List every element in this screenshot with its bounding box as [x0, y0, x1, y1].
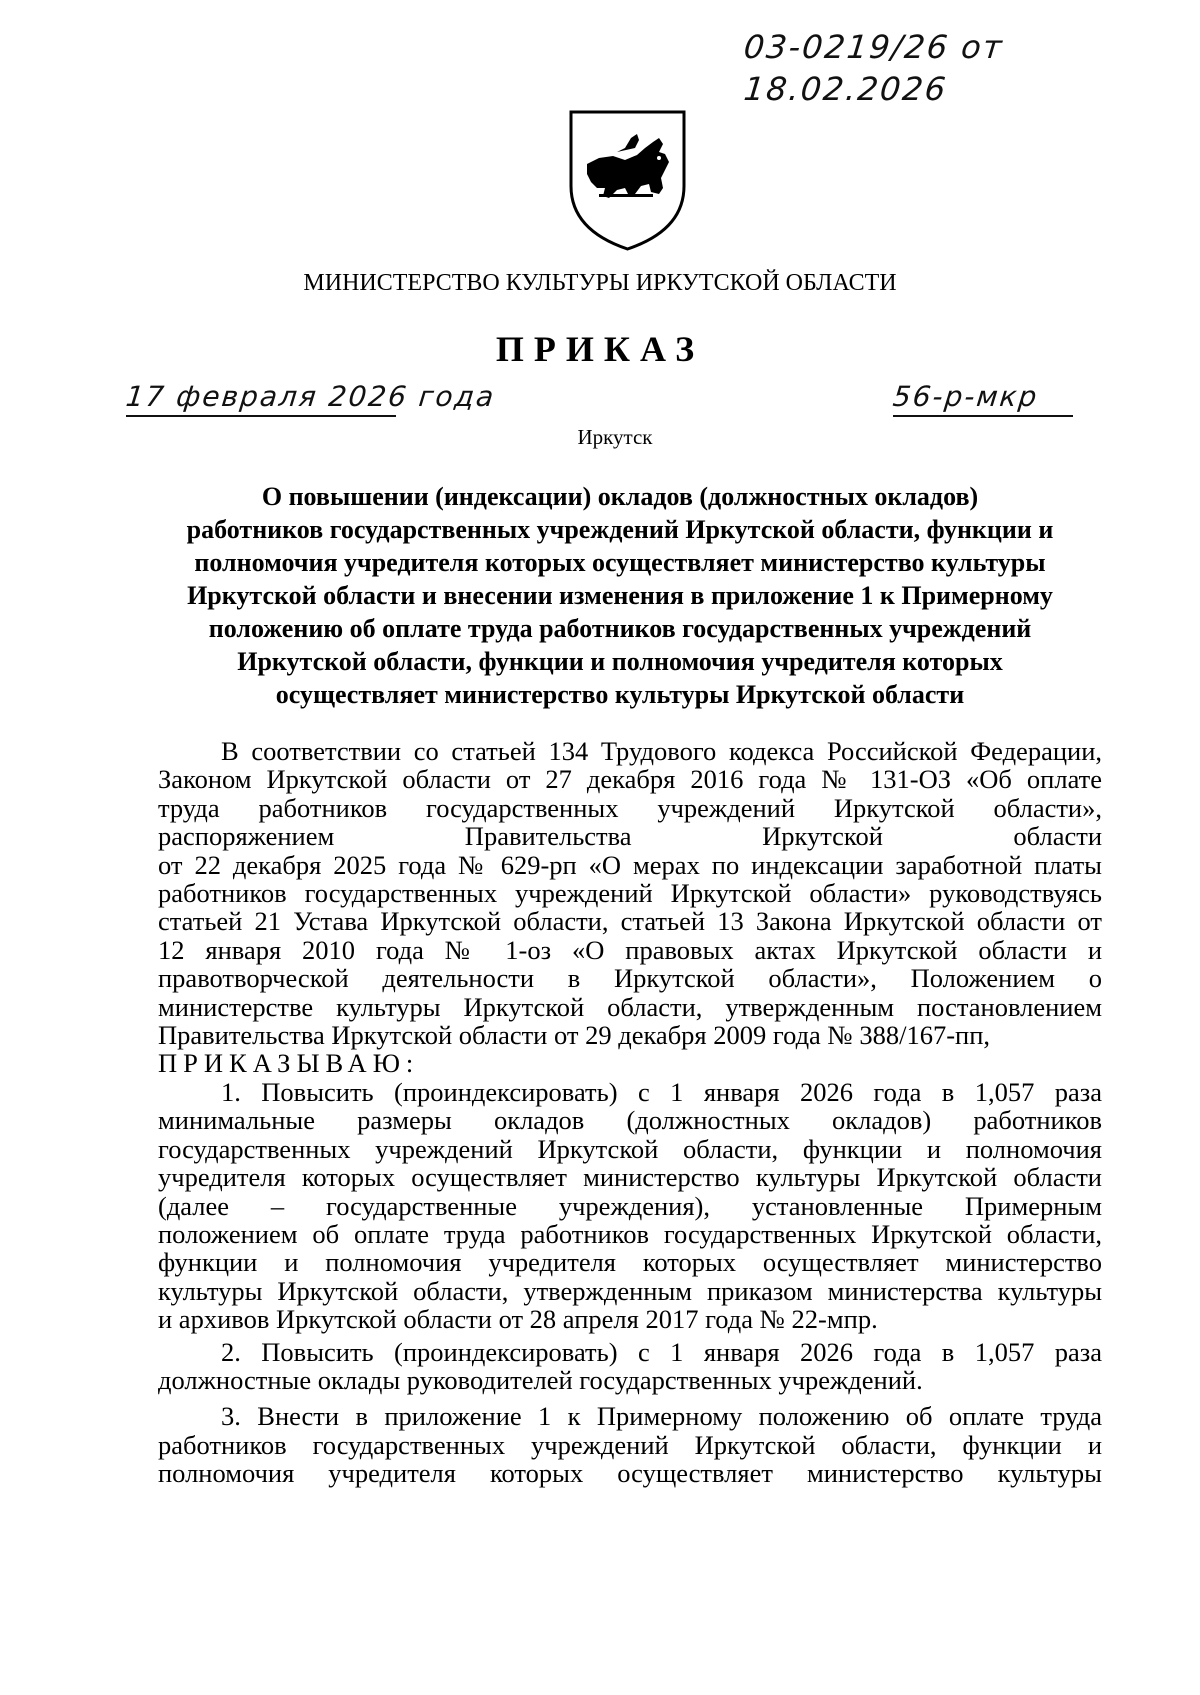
preamble-line: от 22 декабря 2025 года № 629-рп «О мерах по индексации заработной платы — [158, 849, 1102, 880]
order-title — [150, 480, 1090, 711]
preamble-line: Правительства Иркутской области от 29 декабря 2009 года № 388/167-пп, — [158, 1020, 991, 1051]
item-3-line: 3. Внести в приложение 1 к Примерному положению об оплате труда — [221, 1401, 1102, 1432]
preamble-line: правотворческой деятельности в Иркутской области», Положением о — [158, 963, 1102, 994]
title-line: осуществляет министерство культуры Иркутской области — [275, 680, 965, 709]
item-1-line: культуры Иркутской области, утвержденным приказом министерства культуры — [158, 1275, 1102, 1306]
item-1-line: положением об оплате труда работников государственных Иркутской области, — [158, 1218, 1102, 1249]
document-type: ПРИКАЗ — [495, 329, 705, 369]
preamble-line: В соответствии со статьей 134 Трудового кодекса Российской Федерации, — [221, 736, 1102, 766]
date-underline — [126, 415, 396, 417]
handwritten-registration-number: 03-0219/26 от — [742, 28, 1006, 66]
item-3-line: полномочия учредителя которых осуществляет министерство культуры — [158, 1458, 1102, 1489]
preamble-line: Законом Иркутской области от 27 декабря 2016 года № 131-ОЗ «Об оплате — [158, 764, 1102, 795]
item-1-line: функции и полномочия учредителя которых осуществляет министерство — [158, 1247, 1102, 1278]
preamble-line: работников государственных учреждений Иркутской области» руководствуясь — [158, 878, 1102, 909]
city: Иркутск — [577, 425, 653, 449]
item-2-line: 2. Повысить (проиндексировать) с 1 января 2026 года в 1,057 раза — [221, 1336, 1102, 1367]
order-word: ПРИКАЗЫВАЮ: — [158, 1048, 420, 1079]
preamble-line: 12 января 2010 года № 1-оз «О правовых актах Иркутской области и — [158, 934, 1102, 965]
preamble-line: распоряжением Правительства Иркутской области — [158, 821, 1102, 852]
order-body — [158, 737, 1102, 1488]
title-line: полномочия учредителя которых осуществляет министерство культуры — [194, 548, 1046, 577]
preamble-line: статьей 21 Устава Иркутской области, статьей 13 Закона Иркутской области от — [158, 906, 1102, 937]
item-1-line: (далее – государственные учреждения), установленные Примерным — [158, 1190, 1102, 1221]
item-1-line: учредителя которых осуществляет министерство культуры Иркутской области — [158, 1162, 1102, 1193]
title-line: работников государственных учреждений Иркутской области, функции и — [186, 515, 1054, 544]
title-line: Иркутской области и внесении изменения в приложение 1 к Примерному — [187, 581, 1053, 610]
ministry-name: МИНИСТЕРСТВО КУЛЬТУРЫ ИРКУТСКОЙ ОБЛАСТИ — [303, 270, 897, 296]
title-line: Иркутской области, функции и полномочия учредителя которых — [237, 647, 1003, 676]
irkutsk-coat-of-arms-icon — [565, 108, 690, 253]
item-3-line: работников государственных учреждений Иркутской области, функции и — [158, 1429, 1102, 1460]
title-line: положению об оплате труда работников государственных учреждений — [208, 614, 1032, 643]
item-2-line: должностные оклады руководителей государственных учреждений. — [158, 1364, 923, 1395]
item-1-line: государственных учреждений Иркутской области, функции и полномочия — [158, 1133, 1102, 1164]
preamble-line: министерстве культуры Иркутской области, утвержденным постановлением — [158, 991, 1102, 1022]
handwritten-registration-date: 18.02.2026 — [742, 70, 950, 108]
item-1-line: и архивов Иркутской области от 28 апреля 2017 года № 22-мпр. — [158, 1304, 878, 1335]
item-1-line: 1. Повысить (проиндексировать) с 1 января 2026 года в 1,057 раза — [221, 1076, 1102, 1107]
handwritten-order-date: 17 февраля 2026 года — [124, 380, 498, 413]
title-line: О повышении (индексации) окладов (должностных окладов) — [261, 482, 979, 511]
handwritten-order-number: 56-р-мкр — [891, 380, 1041, 413]
item-1-line: минимальные размеры окладов (должностных окладов) работников — [158, 1105, 1102, 1136]
preamble-line: труда работников государственных учреждений Иркутской области», — [158, 792, 1102, 823]
number-underline — [893, 415, 1073, 417]
